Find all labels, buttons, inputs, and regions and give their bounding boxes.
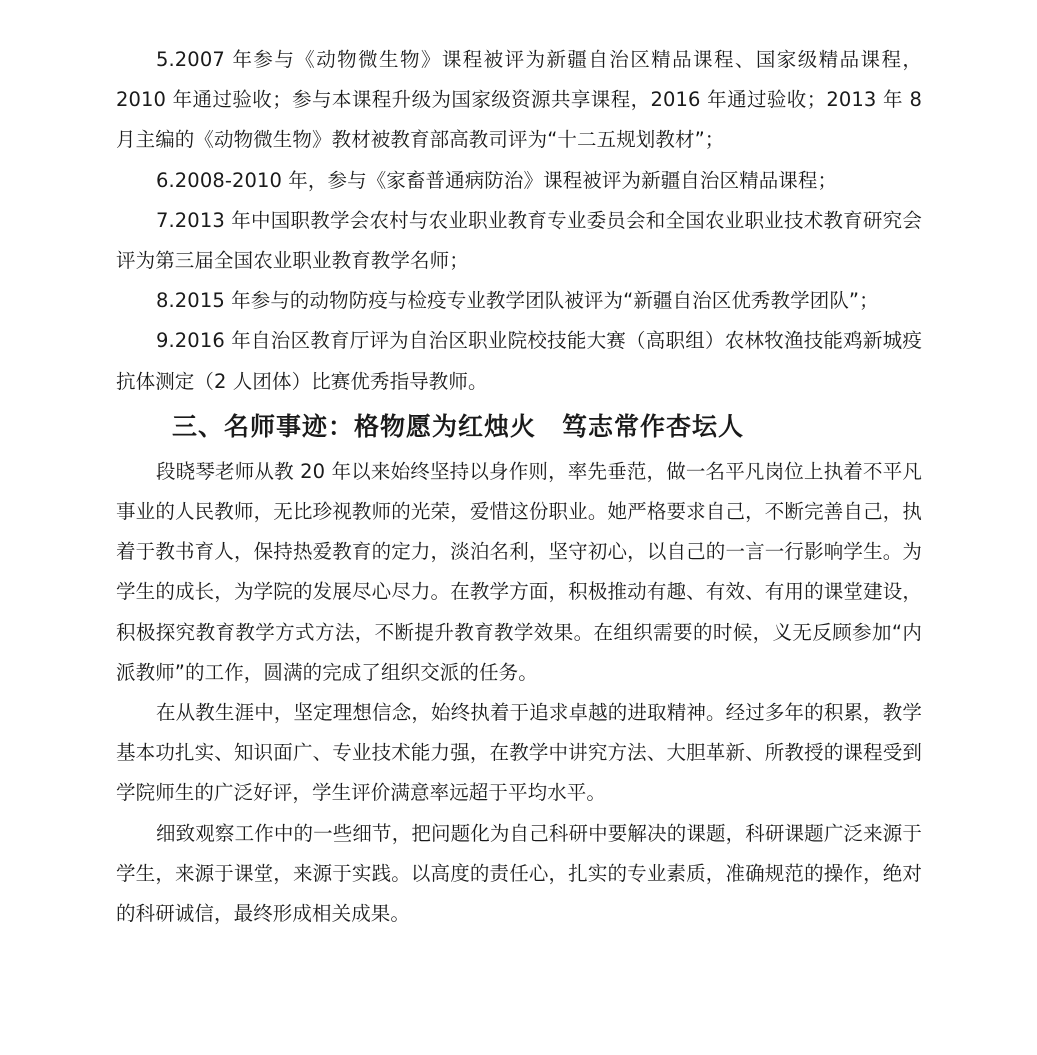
achievement-item-5: 5.2007 年参与《动物微生物》课程被评为新疆自治区精品课程、国家级精品课程，2010 年通过验收；参与本课程升级为国家级资源共享课程，2016 年通过验收；2013 年 8 月主编的《动物微生物》教材被教育部高教司评为“十二五规划教材”； [116, 48, 922, 152]
body-paragraph-2: 在从教生涯中，坚定理想信念，始终执着于追求卓越的进取精神。经过多年的积累，教学基本功扎实、知识面广、专业技术能力强，在教学中讲究方法、大胆革新、所教授的课程受到学院师生的广泛好评，学生评价满意率远超于平均水平。 [116, 701, 922, 805]
achievement-item-7: 7.2013 年中国职教学会农村与农业职业教育专业委员会和全国农业职业技术教育研究会评为第三届全国农业职业教育教学名师； [116, 208, 922, 273]
section-heading: 三、名师事迹：格物愿为红烛火 笃志常作杏坛人 [172, 411, 745, 441]
achievement-item-9: 9.2016 年自治区教育厅评为自治区职业院校技能大赛（高职组）农林牧渔技能鸡新城疫抗体测定（2 人团体）比赛优秀指导教师。 [116, 329, 922, 393]
body-paragraph-1: 段晓琴老师从教 20 年以来始终坚持以身作则，率先垂范，做一名平凡岗位上执着不平凡事业的人民教师，无比珍视教师的光荣，爱惜这份职业。她严格要求自己，不断完善自己，执着于教书育人，保持热爱教育的定力，淡泊名利，坚守初心，以自己的一言一行影响学生。为学生的成长，为学院的发展尽心尽力。在教学方面，积极推动有趣、有效、有用的课堂建设，积极探究教育教学方式方法，不断提升教育教学效果。在组织需要的时候，义无反顾参加“内派教师”的工作，圆满的完成了组织交派的任务。 [116, 459, 922, 684]
achievement-item-6: 6.2008-2010 年，参与《家畜普通病防治》课程被评为新疆自治区精品课程； [156, 168, 838, 192]
body-paragraph-3: 细致观察工作中的一些细节，把问题化为自己科研中要解决的课题，科研课题广泛来源于学生，来源于课堂，来源于实践。以高度的责任心，扎实的专业素质，准确规范的操作，绝对的科研诚信，最终形成相关成果。 [116, 821, 922, 926]
document-page [116, 40, 922, 934]
achievement-item-8: 8.2015 年参与的动物防疫与检疫专业教学团队被评为“新疆自治区优秀教学团队”； [156, 289, 879, 313]
